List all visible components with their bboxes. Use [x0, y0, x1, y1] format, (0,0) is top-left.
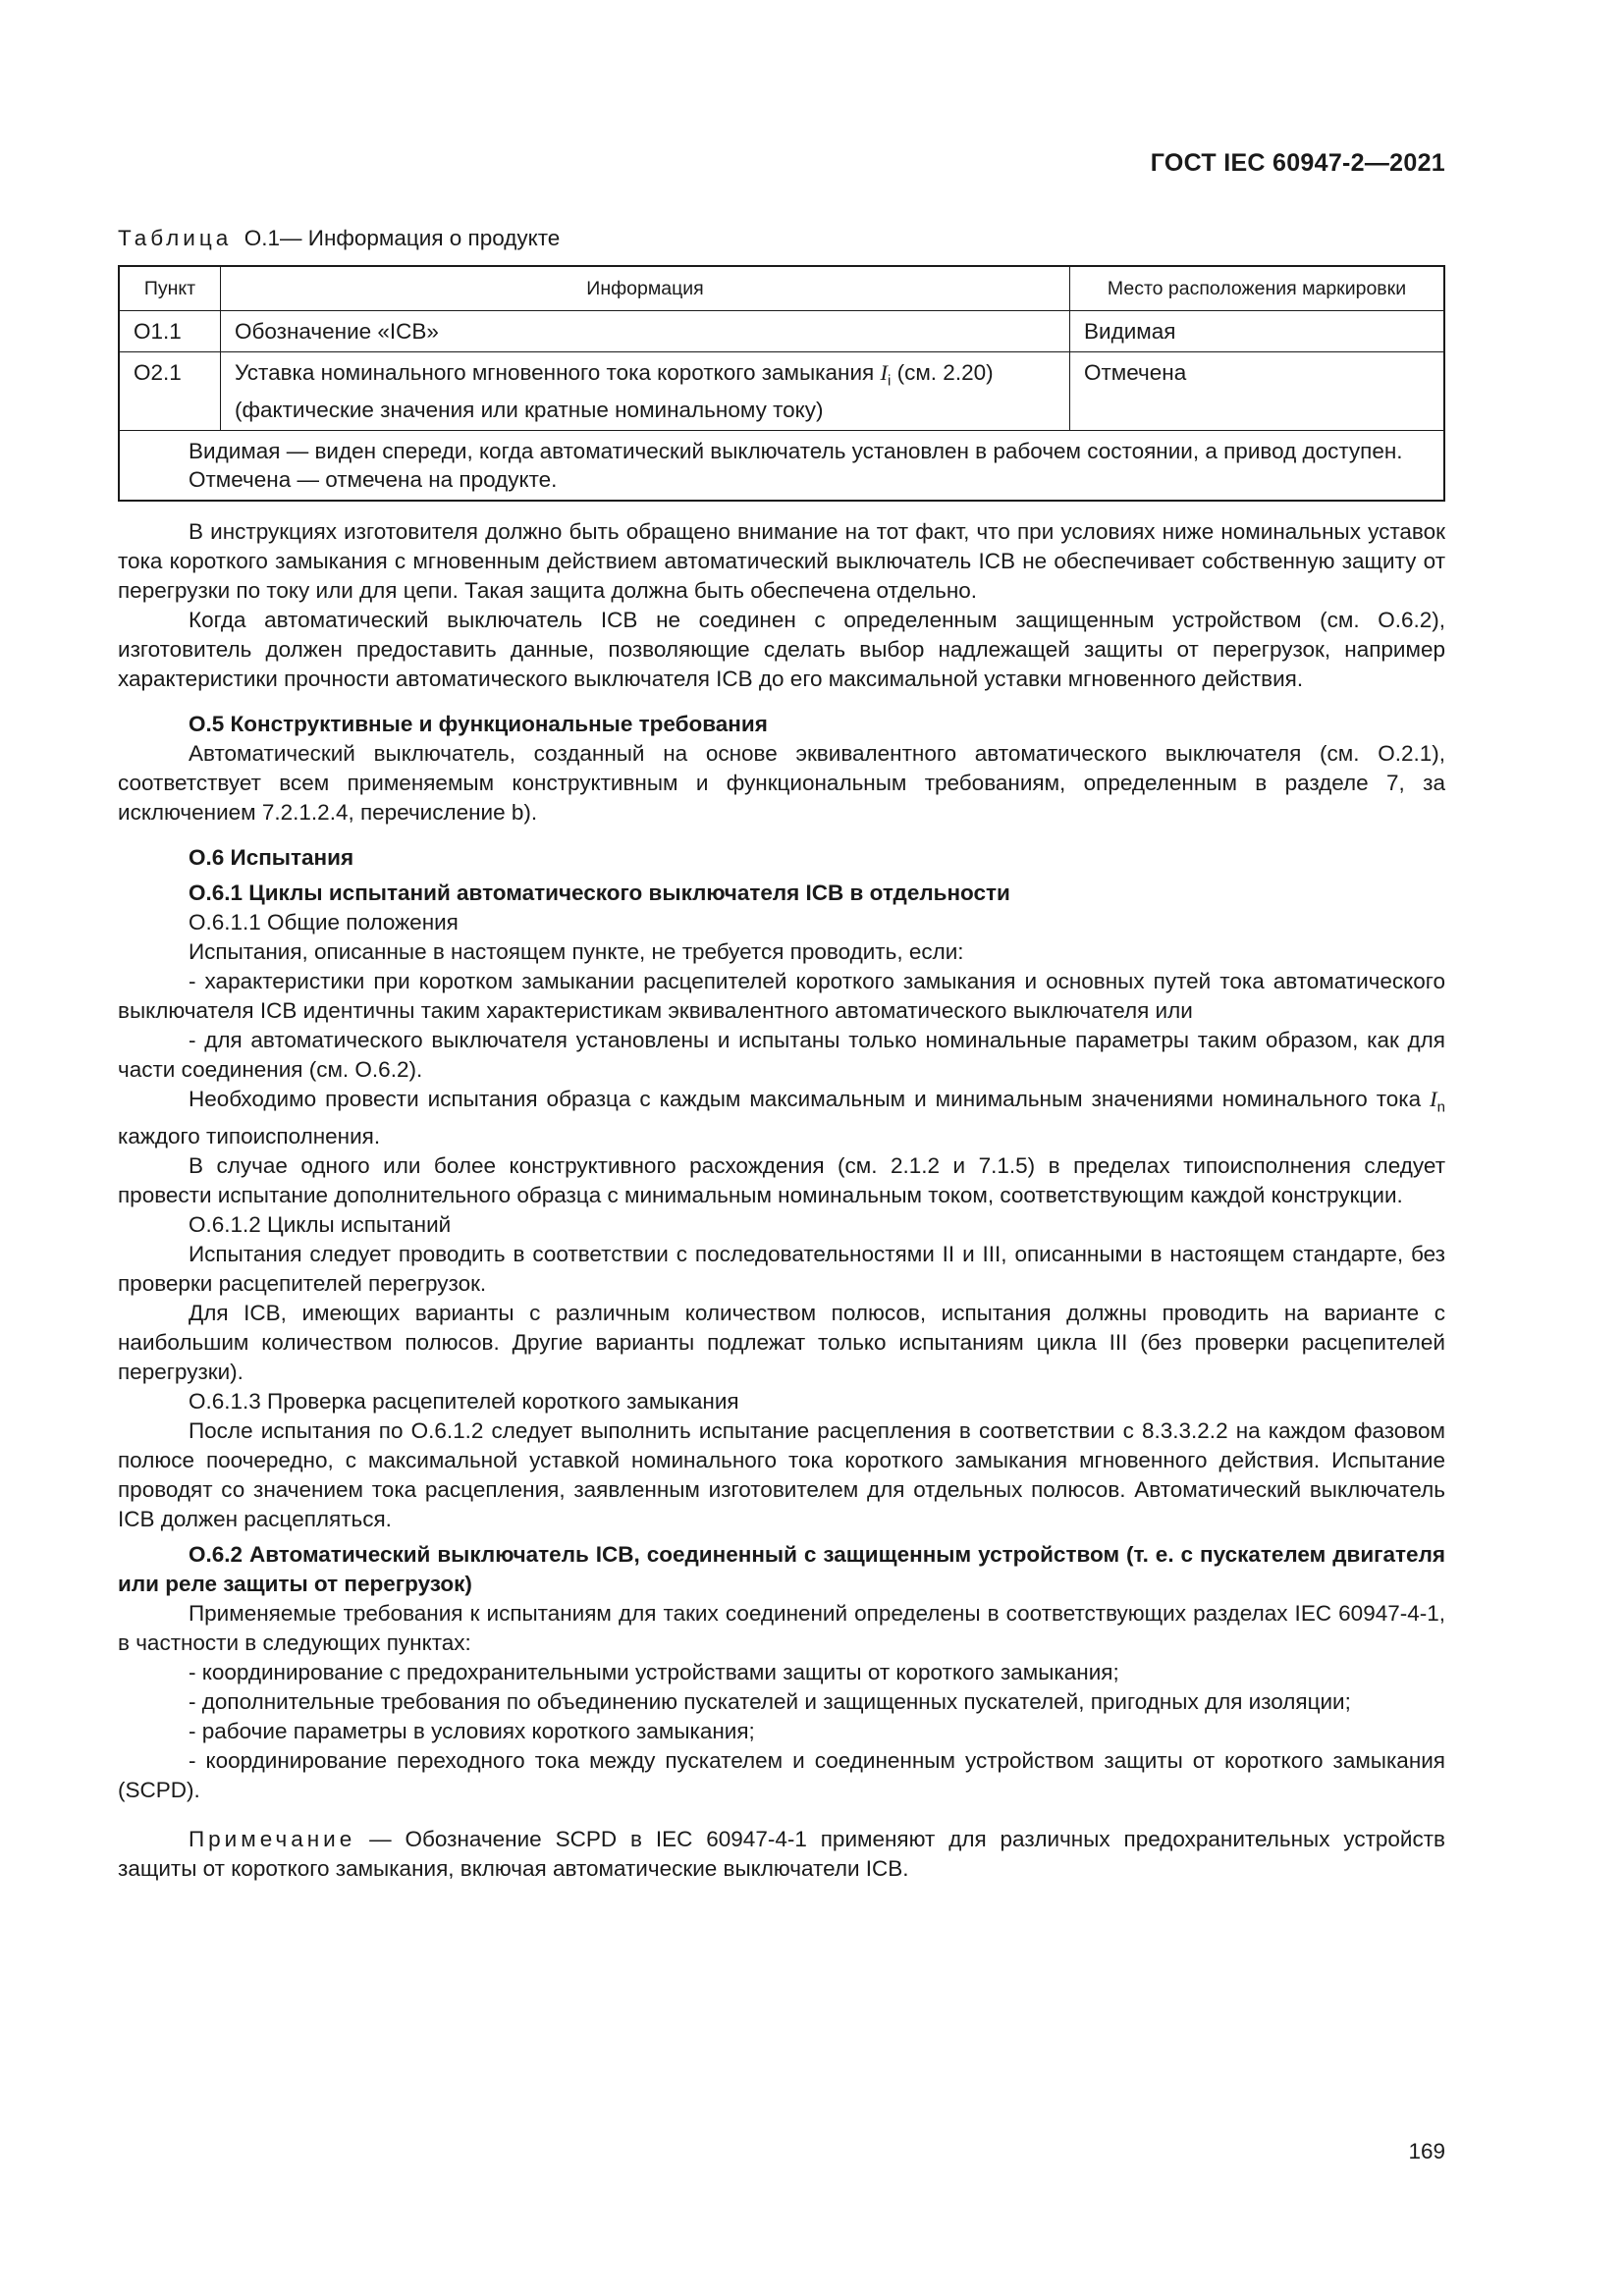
table-header-row [119, 266, 1444, 311]
note-text: — Обозначение SCPD в IEC 60947-4-1 применяют для различных предохранительных устройств защиты от короткого замыкания, включая автоматические выключатели ICB. [118, 1827, 1445, 1881]
paragraph: Для ICB, имеющих варианты с различным количеством полюсов, испытания должны проводить на варианте с наибольшим количеством полюсов. Другие варианты подлежат только испытаниям цикла III (без проверки расцепителей перегрузки). [118, 1301, 1445, 1384]
paragraph: В случае одного или более конструктивного расхождения (см. 2.1.2 и 7.1.5) в пределах типоисполнения следует провести испытание дополнительного образца с минимальным номинальным током, соответствующим каждой конструкции. [118, 1153, 1445, 1207]
paragraph: Когда автоматический выключатель ICB не соединен с определенным защищенным устройством (см. О.6.2), изготовитель должен предоставить данные, позволяющие сделать выбор надлежащей защиты от перегрузок, например характеристики прочности автоматического выключателя ICB до его максимальной уставки мгновенного действия. [118, 607, 1445, 691]
paragraph: Испытания, описанные в настоящем пункте, не требуется проводить, если: [189, 938, 964, 964]
cell-item: О1.1 [119, 311, 221, 352]
table-row [119, 311, 1444, 352]
section-heading-o5: О.5 Конструктивные и функциональные требования [189, 711, 768, 736]
paragraph-text-cont: каждого типоисполнения. [118, 1124, 381, 1148]
table-caption-label: Таблица [118, 226, 233, 250]
header-info: Информация [221, 266, 1070, 311]
paragraph: В инструкциях изготовителя должно быть обращено внимание на тот факт, что при условиях ниже номинальных уставок тока короткого замыкания с мгновенным действием автоматический выключатель ICB не обеспечивает собственную защиту от перегрузки по току или для цепи. Такая защита должна быть обеспечена отдельно. [118, 518, 1445, 603]
cell-place: Видимая [1070, 311, 1445, 352]
product-info-table [118, 265, 1445, 502]
paragraph [118, 1085, 1445, 1152]
table-note-row [119, 430, 1444, 501]
cell-info-text-cont: (см. 2.20) (фактические значения или кратные номинальному току) [235, 360, 994, 422]
current-symbol-subscript: i [887, 372, 892, 390]
table-note-visible: Видимая — виден спереди, когда автоматический выключатель установлен в рабочем состоянии, а привод доступен. [189, 438, 1403, 463]
list-item: - дополнительные требования по объединению пускателей и защищенных пускателей, пригодных для изоляции; [189, 1689, 1351, 1714]
paragraph: Автоматический выключатель, созданный на основе эквивалентного автоматического выключателя (см. О.2.1), соответствует всем применяемым конструктивным и функциональным требованиям, определенным в разделе 7, за исключением 7.2.1.2.4, перечисление b). [118, 740, 1445, 825]
paragraph: После испытания по О.6.1.2 следует выполнить испытание расцепления в соответствии с 8.3.3.2.2 на каждом фазовом полюсе поочередно, с максимальной уставкой номинального тока короткого замыкания мгновенного действия. Испытание проводят со значением тока расцепления, заявленным изготовителем для отдельных полюсов. Автоматический выключатель ICB должен расцепляться. [118, 1418, 1445, 1531]
document-id-header: ГОСТ IEC 60947-2—2021 [1150, 149, 1445, 177]
list-item: - координирование с предохранительными устройствами защиты от короткого замыкания; [189, 1660, 1119, 1684]
cell-place: Отмечена [1070, 352, 1445, 431]
cell-info [221, 352, 1070, 431]
table-note-cell [119, 430, 1444, 501]
rated-current-symbol: I [1430, 1086, 1437, 1111]
note-label: Примечание [189, 1827, 356, 1851]
subsection-o613: О.6.1.3 Проверка расцепителей короткого замыкания [189, 1389, 739, 1414]
table-caption-text: О.1— Информация о продукте [244, 226, 561, 250]
list-item: - координирование переходного тока между пускателем и соединенным устройством защиты от короткого замыкания (SCPD). [118, 1748, 1445, 1802]
cell-info-text: Уставка номинального мгновенного тока короткого замыкания [235, 360, 875, 385]
section-heading-o61: О.6.1 Циклы испытаний автоматического выключателя ICB в отдельности [189, 880, 1010, 905]
table-note-marked: Отмечена — отмечена на продукте. [189, 466, 558, 492]
cell-item: О2.1 [119, 352, 221, 431]
header-item: Пункт [119, 266, 221, 311]
subsection-o612: О.6.1.2 Циклы испытаний [189, 1212, 452, 1237]
paragraph-text: Необходимо провести испытания образца с каждым максимальным и минимальным значениями номинального тока [189, 1086, 1422, 1111]
list-item: - для автоматического выключателя установлены и испытаны только номинальные параметры таким образом, как для части соединения (см. О.6.2). [118, 1027, 1445, 1082]
note [118, 1825, 1445, 1884]
section-heading-o62: О.6.2 Автоматический выключатель ICB, соединенный с защищенным устройством (т. е. с пускателем двигателя или реле защиты от перегрузок) [118, 1542, 1445, 1596]
table-row [119, 352, 1444, 431]
table-caption [118, 224, 1445, 253]
section-heading-o6: О.6 Испытания [189, 844, 354, 870]
list-item: - рабочие параметры в условиях короткого замыкания; [189, 1719, 755, 1743]
paragraph: Применяемые требования к испытаниям для таких соединений определены в соответствующих разделах IEC 60947-4-1, в частности в следующих пунктах: [118, 1601, 1445, 1655]
page-number: 169 [1408, 2139, 1445, 2163]
subsection-o611: О.6.1.1 Общие положения [189, 909, 459, 934]
paragraph: Испытания следует проводить в соответствии с последовательностями II и III, описанными в настоящем стандарте, без проверки расцепителей перегрузок. [118, 1242, 1445, 1296]
header-place: Место расположения маркировки [1070, 266, 1445, 311]
current-symbol: I [880, 360, 888, 385]
page-content [118, 224, 1445, 1884]
cell-info: Обозначение «ICB» [221, 311, 1070, 352]
rated-current-subscript: n [1436, 1098, 1445, 1115]
list-item: - характеристики при коротком замыкании расцепителей короткого замыкания и основных путей тока автоматического выключателя ICB идентичны таким характеристикам эквивалентного автоматического выключателя или [118, 968, 1445, 1023]
